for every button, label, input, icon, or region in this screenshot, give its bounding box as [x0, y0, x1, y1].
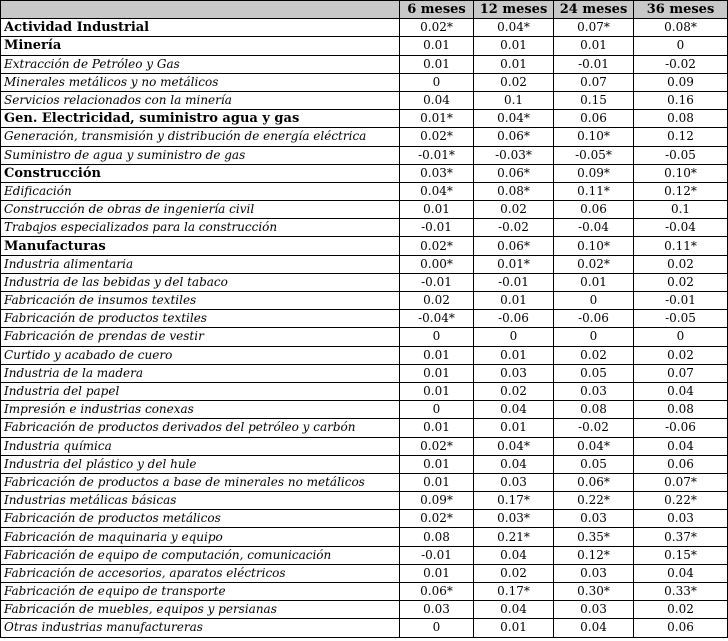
row-label: Construcción — [1, 164, 400, 182]
value-cell: 0.22* — [634, 492, 728, 510]
table-row — [1, 455, 728, 473]
value-cell: -0.05 — [634, 146, 728, 164]
value-cell: 0.02 — [634, 273, 728, 291]
value-cell: 0.07* — [634, 473, 728, 491]
sector-row — [1, 237, 728, 255]
value-cell: 0 — [474, 328, 554, 346]
value-cell: 0.06 — [634, 455, 728, 473]
value-cell: 0.04 — [474, 546, 554, 564]
value-cell: 0.02 — [634, 255, 728, 273]
value-cell: -0.05* — [554, 146, 634, 164]
value-cell: 0.06* — [474, 164, 554, 182]
value-cell: -0.06 — [474, 310, 554, 328]
header-6-meses: 6 meses — [400, 1, 474, 19]
value-cell: 0.01 — [400, 419, 474, 437]
value-cell: 0.06 — [634, 619, 728, 637]
value-cell: -0.04 — [554, 219, 634, 237]
value-cell: 0.02 — [474, 564, 554, 582]
value-cell: 0.01 — [400, 37, 474, 55]
value-cell: 0.03 — [554, 510, 634, 528]
row-label: Fabricación de accesorios, aparatos eléctricos — [1, 564, 400, 582]
table-row — [1, 182, 728, 200]
value-cell: 0.05 — [554, 455, 634, 473]
value-cell: 0.04 — [474, 401, 554, 419]
table-row — [1, 55, 728, 73]
value-cell: -0.02 — [554, 419, 634, 437]
value-cell: 0.01 — [474, 55, 554, 73]
row-label: Fabricación de productos metálicos — [1, 510, 400, 528]
row-label: Fabricación de insumos textiles — [1, 292, 400, 310]
value-cell: 0.06* — [554, 473, 634, 491]
value-cell: 0.12* — [634, 182, 728, 200]
value-cell: 0.03 — [400, 601, 474, 619]
row-label: Fabricación de productos textiles — [1, 310, 400, 328]
value-cell: 0 — [400, 73, 474, 91]
value-cell: 0.01 — [400, 455, 474, 473]
value-cell: -0.01 — [400, 219, 474, 237]
value-cell: 0.08* — [474, 182, 554, 200]
table-row — [1, 583, 728, 601]
value-cell: 0.02 — [474, 201, 554, 219]
value-cell: 0.10* — [554, 128, 634, 146]
value-cell: 0.01 — [400, 364, 474, 382]
value-cell: 0.04 — [400, 91, 474, 109]
value-cell: 0.04* — [400, 182, 474, 200]
table-row — [1, 364, 728, 382]
table-row — [1, 564, 728, 582]
row-label: Minería — [1, 37, 400, 55]
value-cell: 0.02 — [634, 601, 728, 619]
value-cell: -0.06 — [634, 419, 728, 437]
value-cell: 0 — [400, 401, 474, 419]
value-cell: -0.01 — [634, 292, 728, 310]
value-cell: 0.04 — [474, 455, 554, 473]
table-row — [1, 91, 728, 109]
value-cell: 0.08 — [400, 528, 474, 546]
value-cell: 0.04 — [634, 564, 728, 582]
value-cell: 0.03* — [474, 510, 554, 528]
sector-row — [1, 19, 728, 37]
row-label: Fabricación de prendas de vestir — [1, 328, 400, 346]
row-label: Trabajos especializados para la construcción — [1, 219, 400, 237]
value-cell: 0.06 — [554, 201, 634, 219]
value-cell: 0.01 — [400, 473, 474, 491]
table-row — [1, 328, 728, 346]
value-cell: -0.01 — [400, 546, 474, 564]
value-cell: -0.02 — [474, 219, 554, 237]
table-row — [1, 437, 728, 455]
value-cell: 0.04 — [634, 382, 728, 400]
row-label: Fabricación de maquinaria y equipo — [1, 528, 400, 546]
value-cell: 0.02* — [400, 128, 474, 146]
row-label: Servicios relacionados con la minería — [1, 91, 400, 109]
value-cell: 0.06* — [400, 583, 474, 601]
value-cell: -0.01 — [554, 55, 634, 73]
value-cell: 0.01 — [474, 37, 554, 55]
value-cell: 0.01 — [474, 619, 554, 637]
value-cell: 0.07 — [634, 364, 728, 382]
row-label: Industrias metálicas básicas — [1, 492, 400, 510]
value-cell: -0.01 — [474, 273, 554, 291]
sector-row — [1, 37, 728, 55]
value-cell: -0.05 — [634, 310, 728, 328]
value-cell: 0.02 — [634, 346, 728, 364]
value-cell: 0.11* — [634, 237, 728, 255]
header-12-meses: 12 meses — [474, 1, 554, 19]
value-cell: 0.02 — [474, 73, 554, 91]
table-row — [1, 255, 728, 273]
value-cell: 0.12* — [554, 546, 634, 564]
row-label: Fabricación de muebles, equipos y persianas — [1, 601, 400, 619]
value-cell: 0.02* — [400, 19, 474, 37]
value-cell: 0.06 — [554, 110, 634, 128]
value-cell: 0.08 — [634, 110, 728, 128]
table-row — [1, 292, 728, 310]
row-label: Industria del plástico y del hule — [1, 455, 400, 473]
header-blank-cell — [1, 1, 400, 19]
value-cell: 0.02* — [400, 237, 474, 255]
value-cell: 0.11* — [554, 182, 634, 200]
value-cell: 0.02* — [400, 437, 474, 455]
row-label: Industria de la madera — [1, 364, 400, 382]
table-row — [1, 310, 728, 328]
value-cell: 0.01 — [474, 292, 554, 310]
value-cell: -0.06 — [554, 310, 634, 328]
value-cell: 0.01 — [400, 55, 474, 73]
header-row — [1, 1, 728, 19]
value-cell: 0.03 — [554, 382, 634, 400]
value-cell: 0.05 — [554, 364, 634, 382]
value-cell: 0.04 — [474, 601, 554, 619]
value-cell: 0.01 — [400, 564, 474, 582]
table-header — [1, 1, 728, 19]
value-cell: 0.02 — [474, 382, 554, 400]
value-cell: 0 — [554, 292, 634, 310]
value-cell: 0 — [634, 328, 728, 346]
table-row — [1, 146, 728, 164]
value-cell: -0.01* — [400, 146, 474, 164]
table-row — [1, 601, 728, 619]
value-cell: -0.03* — [474, 146, 554, 164]
table-row — [1, 419, 728, 437]
value-cell: 0.15* — [634, 546, 728, 564]
table-row — [1, 219, 728, 237]
value-cell: 0.06* — [474, 128, 554, 146]
table-row — [1, 401, 728, 419]
value-cell: 0.30* — [554, 583, 634, 601]
row-label: Gen. Electricidad, suministro agua y gas — [1, 110, 400, 128]
value-cell: 0.1 — [634, 201, 728, 219]
value-cell: 0.01 — [400, 201, 474, 219]
value-cell: 0.21* — [474, 528, 554, 546]
table-row — [1, 546, 728, 564]
header-36-meses: 36 meses — [634, 1, 728, 19]
value-cell: 0 — [634, 37, 728, 55]
table-row — [1, 510, 728, 528]
value-cell: 0.12 — [634, 128, 728, 146]
row-label: Manufacturas — [1, 237, 400, 255]
value-cell: 0.35* — [554, 528, 634, 546]
value-cell: 0.03 — [554, 601, 634, 619]
row-label: Fabricación de productos a base de minerales no metálicos — [1, 473, 400, 491]
value-cell: 0.03 — [554, 564, 634, 582]
value-cell: 0.07 — [554, 73, 634, 91]
table-row — [1, 73, 728, 91]
value-cell: 0 — [554, 328, 634, 346]
row-label: Fabricación de equipo de transporte — [1, 583, 400, 601]
value-cell: 0.09* — [400, 492, 474, 510]
value-cell: 0.01* — [474, 255, 554, 273]
value-cell: 0.37* — [634, 528, 728, 546]
value-cell: 0.02* — [400, 510, 474, 528]
value-cell: 0.08 — [634, 401, 728, 419]
row-label: Extracción de Petróleo y Gas — [1, 55, 400, 73]
value-cell: 0.17* — [474, 492, 554, 510]
table-row — [1, 273, 728, 291]
row-label: Industria de las bebidas y del tabaco — [1, 273, 400, 291]
value-cell: 0.10* — [554, 237, 634, 255]
row-label: Suministro de agua y suministro de gas — [1, 146, 400, 164]
value-cell: 0.04 — [554, 619, 634, 637]
value-cell: 0.03 — [474, 364, 554, 382]
row-label: Fabricación de productos derivados del petróleo y carbón — [1, 419, 400, 437]
value-cell: 0 — [400, 619, 474, 637]
row-label: Minerales metálicos y no metálicos — [1, 73, 400, 91]
value-cell: 0.08 — [554, 401, 634, 419]
table-row — [1, 346, 728, 364]
value-cell: -0.04 — [634, 219, 728, 237]
sector-row — [1, 110, 728, 128]
value-cell: 0.01* — [400, 110, 474, 128]
value-cell: 0.06* — [474, 237, 554, 255]
value-cell: 0.00* — [400, 255, 474, 273]
table-row — [1, 473, 728, 491]
row-label: Otras industrias manufactureras — [1, 619, 400, 637]
row-label: Curtido y acabado de cuero — [1, 346, 400, 364]
table-body — [1, 19, 728, 637]
value-cell: 0.01 — [400, 346, 474, 364]
row-label: Industria química — [1, 437, 400, 455]
header-24-meses: 24 meses — [554, 1, 634, 19]
value-cell: -0.01 — [400, 273, 474, 291]
value-cell: 0.03* — [400, 164, 474, 182]
row-label: Edificación — [1, 182, 400, 200]
value-cell: 0.22* — [554, 492, 634, 510]
row-label: Industria alimentaria — [1, 255, 400, 273]
value-cell: 0.1 — [474, 91, 554, 109]
value-cell: 0.09 — [634, 73, 728, 91]
value-cell: 0.02* — [554, 255, 634, 273]
value-cell: 0.02 — [400, 292, 474, 310]
value-cell: 0.02 — [554, 346, 634, 364]
value-cell: 0.04* — [474, 437, 554, 455]
value-cell: 0.01 — [474, 346, 554, 364]
value-cell: 0.04 — [634, 437, 728, 455]
value-cell: 0.01 — [474, 419, 554, 437]
value-cell: -0.02 — [634, 55, 728, 73]
value-cell: 0.07* — [554, 19, 634, 37]
value-cell: 0.09* — [554, 164, 634, 182]
row-label: Construcción de obras de ingeniería civil — [1, 201, 400, 219]
value-cell: 0.16 — [634, 91, 728, 109]
value-cell: 0.08* — [634, 19, 728, 37]
value-cell: 0.15 — [554, 91, 634, 109]
value-cell: -0.04* — [400, 310, 474, 328]
table-row — [1, 619, 728, 637]
table-row — [1, 528, 728, 546]
table-row — [1, 201, 728, 219]
row-label: Industria del papel — [1, 382, 400, 400]
value-cell: 0.04* — [474, 110, 554, 128]
value-cell: 0.17* — [474, 583, 554, 601]
value-cell: 0.01 — [554, 37, 634, 55]
row-label: Impresión e industrias conexas — [1, 401, 400, 419]
value-cell: 0.01 — [554, 273, 634, 291]
table-row — [1, 382, 728, 400]
row-label: Actividad Industrial — [1, 19, 400, 37]
row-label: Fabricación de equipo de computación, comunicación — [1, 546, 400, 564]
table-row — [1, 492, 728, 510]
table-row — [1, 128, 728, 146]
value-cell: 0.10* — [634, 164, 728, 182]
value-cell: 0.01 — [400, 382, 474, 400]
value-cell: 0.03 — [634, 510, 728, 528]
value-cell: 0.33* — [634, 583, 728, 601]
value-cell: 0 — [400, 328, 474, 346]
value-cell: 0.03 — [474, 473, 554, 491]
value-cell: 0.04* — [554, 437, 634, 455]
row-label: Generación, transmisión y distribución de energía eléctrica — [1, 128, 400, 146]
sector-row — [1, 164, 728, 182]
value-cell: 0.04* — [474, 19, 554, 37]
